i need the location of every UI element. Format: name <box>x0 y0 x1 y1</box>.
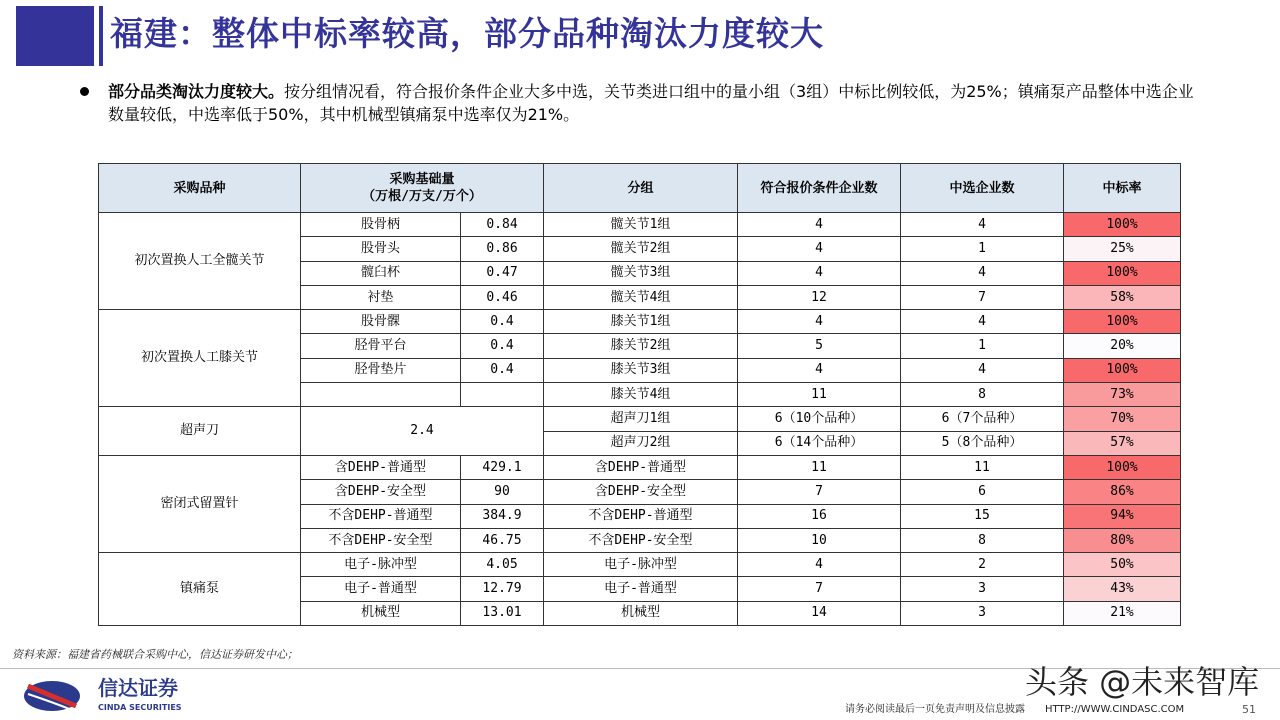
qualified-count-cell: 6（10个品种） <box>738 407 901 431</box>
selected-count-cell: 4 <box>901 261 1064 285</box>
qualified-count-cell: 11 <box>738 383 901 407</box>
base-quantity-cell: 0.47 <box>461 261 544 285</box>
group-cell: 电子-脉冲型 <box>544 553 738 577</box>
selected-count-cell: 8 <box>901 528 1064 552</box>
win-rate-cell: 57% <box>1064 431 1181 455</box>
category-cell: 超声刀 <box>99 407 301 456</box>
base-quantity-cell: 429.1 <box>461 455 544 479</box>
table-row <box>99 310 1181 334</box>
logo-cn: 信达证券 <box>98 676 178 700</box>
sub-item-cell: 股骨柄 <box>301 213 461 237</box>
group-cell: 超声刀2组 <box>544 431 738 455</box>
win-rate-cell: 100% <box>1064 310 1181 334</box>
table-row <box>99 407 1181 431</box>
qualified-count-cell: 5 <box>738 334 901 358</box>
sub-item-cell: 髋臼杯 <box>301 261 461 285</box>
category-cell: 镇痛泵 <box>99 553 301 626</box>
win-rate-cell: 25% <box>1064 237 1181 261</box>
win-rate-cell: 100% <box>1064 261 1181 285</box>
column-header: 中选企业数 <box>901 164 1064 213</box>
selected-count-cell: 3 <box>901 577 1064 601</box>
header-block <box>16 6 94 66</box>
selected-count-cell: 6 <box>901 480 1064 504</box>
group-cell: 髋关节1组 <box>544 213 738 237</box>
win-rate-cell: 80% <box>1064 528 1181 552</box>
win-rate-cell: 94% <box>1064 504 1181 528</box>
cinda-logo-icon <box>22 680 82 712</box>
group-cell: 不含DEHP-普通型 <box>544 504 738 528</box>
selected-count-cell: 2 <box>901 553 1064 577</box>
qualified-count-cell: 16 <box>738 504 901 528</box>
header-bar <box>99 6 103 66</box>
qualified-count-cell: 14 <box>738 601 901 625</box>
group-cell: 含DEHP-安全型 <box>544 480 738 504</box>
qualified-count-cell: 12 <box>738 285 901 309</box>
logo-en: CINDA SECURITIES <box>98 703 182 712</box>
selected-count-cell: 7 <box>901 285 1064 309</box>
column-header: 符合报价条件企业数 <box>738 164 901 213</box>
base-quantity-cell: 0.84 <box>461 213 544 237</box>
sub-item-cell: 含DEHP-安全型 <box>301 480 461 504</box>
win-rate-cell: 100% <box>1064 358 1181 382</box>
column-header: 中标率 <box>1064 164 1181 213</box>
qualified-count-cell: 10 <box>738 528 901 552</box>
qualified-count-cell: 7 <box>738 480 901 504</box>
selected-count-cell: 1 <box>901 334 1064 358</box>
sub-item-cell: 含DEHP-普通型 <box>301 455 461 479</box>
win-rate-cell: 86% <box>1064 480 1181 504</box>
group-cell: 膝关节3组 <box>544 358 738 382</box>
qualified-count-cell: 4 <box>738 310 901 334</box>
sub-item-cell <box>301 383 461 407</box>
table-row <box>99 553 1181 577</box>
win-rate-cell: 73% <box>1064 383 1181 407</box>
selected-count-cell: 3 <box>901 601 1064 625</box>
page-number: 51 <box>1242 703 1256 716</box>
base-quantity-cell: 2.4 <box>301 407 544 456</box>
base-quantity-cell: 0.4 <box>461 358 544 382</box>
qualified-count-cell: 6（14个品种） <box>738 431 901 455</box>
group-cell: 膝关节2组 <box>544 334 738 358</box>
group-cell: 含DEHP-普通型 <box>544 455 738 479</box>
column-header: 采购基础量 （万根/万支/万个） <box>301 164 544 213</box>
sub-item-cell: 股骨髁 <box>301 310 461 334</box>
qualified-count-cell: 4 <box>738 553 901 577</box>
category-cell: 初次置换人工膝关节 <box>99 310 301 407</box>
table-header-row <box>99 164 1181 213</box>
base-quantity-cell: 0.4 <box>461 334 544 358</box>
source-note: 资料来源：福建省药械联合采购中心，信达证券研发中心； <box>12 648 298 661</box>
base-quantity-cell: 0.46 <box>461 285 544 309</box>
group-cell: 电子-普通型 <box>544 577 738 601</box>
group-cell: 髋关节3组 <box>544 261 738 285</box>
bullet-bold: 部分品类淘汰力度较大。 <box>108 82 285 101</box>
table-row <box>99 455 1181 479</box>
sub-item-cell: 股骨头 <box>301 237 461 261</box>
group-cell: 机械型 <box>544 601 738 625</box>
win-rate-cell: 50% <box>1064 553 1181 577</box>
base-quantity-cell: 0.86 <box>461 237 544 261</box>
selected-count-cell: 4 <box>901 358 1064 382</box>
base-quantity-cell: 46.75 <box>461 528 544 552</box>
qualified-count-cell: 11 <box>738 455 901 479</box>
win-rate-cell: 100% <box>1064 213 1181 237</box>
category-cell: 密闭式留置针 <box>99 455 301 552</box>
sub-item-cell: 机械型 <box>301 601 461 625</box>
win-rate-cell: 70% <box>1064 407 1181 431</box>
base-quantity-cell: 90 <box>461 480 544 504</box>
bullet-paragraph <box>80 80 1200 126</box>
website-link[interactable]: HTTP://WWW.CINDASC.COM <box>1045 704 1185 715</box>
win-rate-cell: 20% <box>1064 334 1181 358</box>
base-quantity-cell <box>461 383 544 407</box>
disclaimer-link[interactable]: 请务必阅读最后一页免责声明及信息披露 <box>845 704 1025 715</box>
group-cell: 超声刀1组 <box>544 407 738 431</box>
page-title: 福建：整体中标率较高，部分品种淘汰力度较大 <box>110 14 824 53</box>
bullet-icon <box>80 87 89 96</box>
sub-item-cell: 胫骨平台 <box>301 334 461 358</box>
win-rate-cell: 43% <box>1064 577 1181 601</box>
sub-item-cell: 胫骨垫片 <box>301 358 461 382</box>
selected-count-cell: 8 <box>901 383 1064 407</box>
selected-count-cell: 11 <box>901 455 1064 479</box>
qualified-count-cell: 4 <box>738 358 901 382</box>
win-rate-cell: 21% <box>1064 601 1181 625</box>
selected-count-cell: 1 <box>901 237 1064 261</box>
win-rate-cell: 100% <box>1064 455 1181 479</box>
qualified-count-cell: 7 <box>738 577 901 601</box>
sub-item-cell: 电子-普通型 <box>301 577 461 601</box>
selected-count-cell: 6（7个品种） <box>901 407 1064 431</box>
selected-count-cell: 15 <box>901 504 1064 528</box>
base-quantity-cell: 13.01 <box>461 601 544 625</box>
qualified-count-cell: 4 <box>738 237 901 261</box>
group-cell: 不含DEHP-安全型 <box>544 528 738 552</box>
sub-item-cell: 不含DEHP-普通型 <box>301 504 461 528</box>
group-cell: 膝关节1组 <box>544 310 738 334</box>
win-rate-cell: 58% <box>1064 285 1181 309</box>
qualified-count-cell: 4 <box>738 213 901 237</box>
base-quantity-cell: 4.05 <box>461 553 544 577</box>
group-cell: 髋关节4组 <box>544 285 738 309</box>
column-header: 采购品种 <box>99 164 301 213</box>
category-cell: 初次置换人工全髋关节 <box>99 213 301 310</box>
qualified-count-cell: 4 <box>738 261 901 285</box>
sub-item-cell: 不含DEHP-安全型 <box>301 528 461 552</box>
column-header: 分组 <box>544 164 738 213</box>
sub-item-cell: 电子-脉冲型 <box>301 553 461 577</box>
base-quantity-cell: 0.4 <box>461 310 544 334</box>
table-row <box>99 213 1181 237</box>
procurement-table <box>98 163 1181 626</box>
watermark: 头条 @未来智库 <box>1025 663 1260 701</box>
sub-item-cell: 衬垫 <box>301 285 461 309</box>
base-quantity-cell: 12.79 <box>461 577 544 601</box>
group-cell: 髋关节2组 <box>544 237 738 261</box>
bullet-text: 按分组情况看，符合报价条件企业大多中选，关节类进口组中的量小组（3组）中标比例较低，为25%；镇痛泵产品整体中选企业数量较低，中选率低于50%，其中机械型镇痛泵中选率仅为21%。 <box>108 82 1194 124</box>
selected-count-cell: 5（8个品种） <box>901 431 1064 455</box>
group-cell: 膝关节4组 <box>544 383 738 407</box>
base-quantity-cell: 384.9 <box>461 504 544 528</box>
selected-count-cell: 4 <box>901 310 1064 334</box>
selected-count-cell: 4 <box>901 213 1064 237</box>
